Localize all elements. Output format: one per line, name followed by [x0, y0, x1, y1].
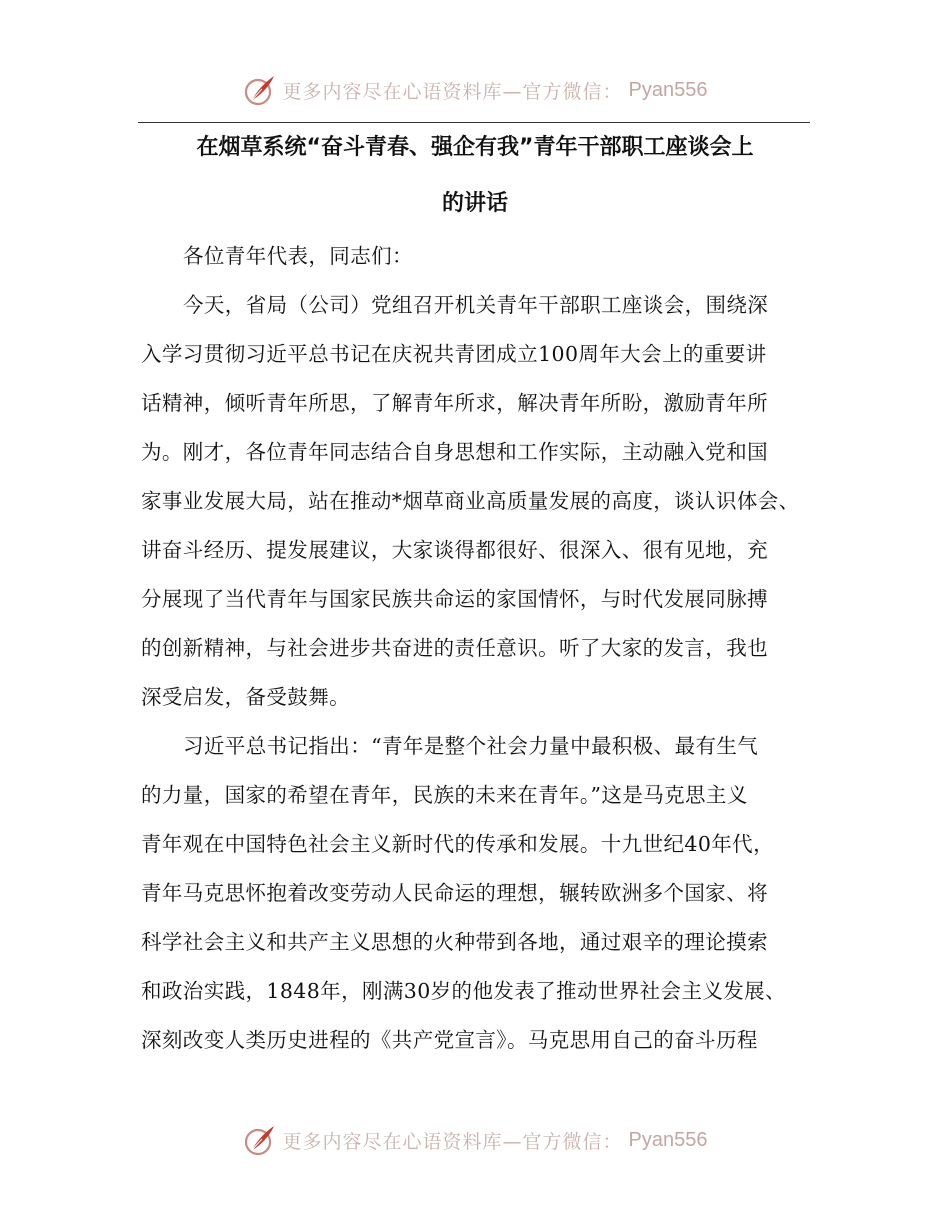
header-divider	[138, 122, 810, 123]
body-line: 深受启发，备受鼓舞。	[141, 685, 350, 709]
footer-watermark	[0, 1120, 950, 1160]
body-line: 青年观在中国特色社会主义新时代的传承和发展。十九世纪40年代，	[141, 832, 774, 856]
body-line: 今天，省局（公司）党组召开机关青年干部职工座谈会，围绕深	[183, 293, 769, 317]
body-line: 为。刚才，各位青年同志结合自身思想和工作实际，主动融入党和国	[141, 440, 768, 464]
body-line: 青年马克思怀抱着改变劳动人民命运的理想，辗转欧洲多个国家、将	[141, 881, 768, 905]
document-title-line-2: 的讲话	[441, 191, 508, 216]
body-line: 话精神，倾听青年所思，了解青年所求，解决青年所盼，激励青年所	[141, 391, 768, 415]
document-body	[141, 232, 801, 1065]
watermark-text: 更多内容尽在心语资料库—官方微信：	[282, 1130, 623, 1153]
body-line: 科学社会主义和共产主义思想的火种带到各地，通过艰辛的理论摸索	[141, 930, 768, 954]
watermark-text: 更多内容尽在心语资料库—官方微信：	[282, 80, 623, 103]
header-watermark	[0, 70, 950, 110]
body-line: 的力量，国家的希望在青年，民族的未来在青年。”这是马克思主义	[141, 783, 748, 807]
body-line: 深刻改变人类历史进程的《共产党宣言》。马克思用自己的奋斗历程	[141, 1028, 758, 1052]
body-line: 家事业发展大局，站在推动*烟草商业高质量发展的高度，谈认识体会、	[141, 489, 800, 513]
watermark-handle: Pyan556	[628, 78, 708, 101]
body-line: 讲奋斗经历、提发展建议，大家谈得都很好、很深入、很有见地，充	[141, 538, 768, 562]
body-line: 习近平总书记指出：“青年是整个社会力量中最积极、最有生气	[183, 734, 759, 758]
body-line: 分展现了当代青年与国家民族共命运的家国情怀，与时代发展同脉搏	[141, 587, 768, 611]
feather-pen-logo-icon	[243, 73, 277, 107]
header-watermark-inner	[243, 73, 708, 107]
body-line: 的创新精神，与社会进步共奋进的责任意识。听了大家的发言，我也	[141, 636, 768, 660]
document-title-line-1: 在烟草系统“奋斗青春、强企有我”青年干部职工座谈会上	[196, 135, 754, 160]
body-line: 入学习贯彻习近平总书记在庆祝共青团成立100周年大会上的重要讲	[141, 342, 767, 366]
footer-watermark-inner	[243, 1123, 708, 1157]
watermark-handle: Pyan556	[628, 1128, 708, 1151]
body-line: 各位青年代表，同志们：	[183, 244, 413, 268]
feather-pen-logo-icon	[243, 1123, 277, 1157]
body-line: 和政治实践，1848年，刚满30岁的他发表了推动世界社会主义发展、	[141, 979, 786, 1003]
